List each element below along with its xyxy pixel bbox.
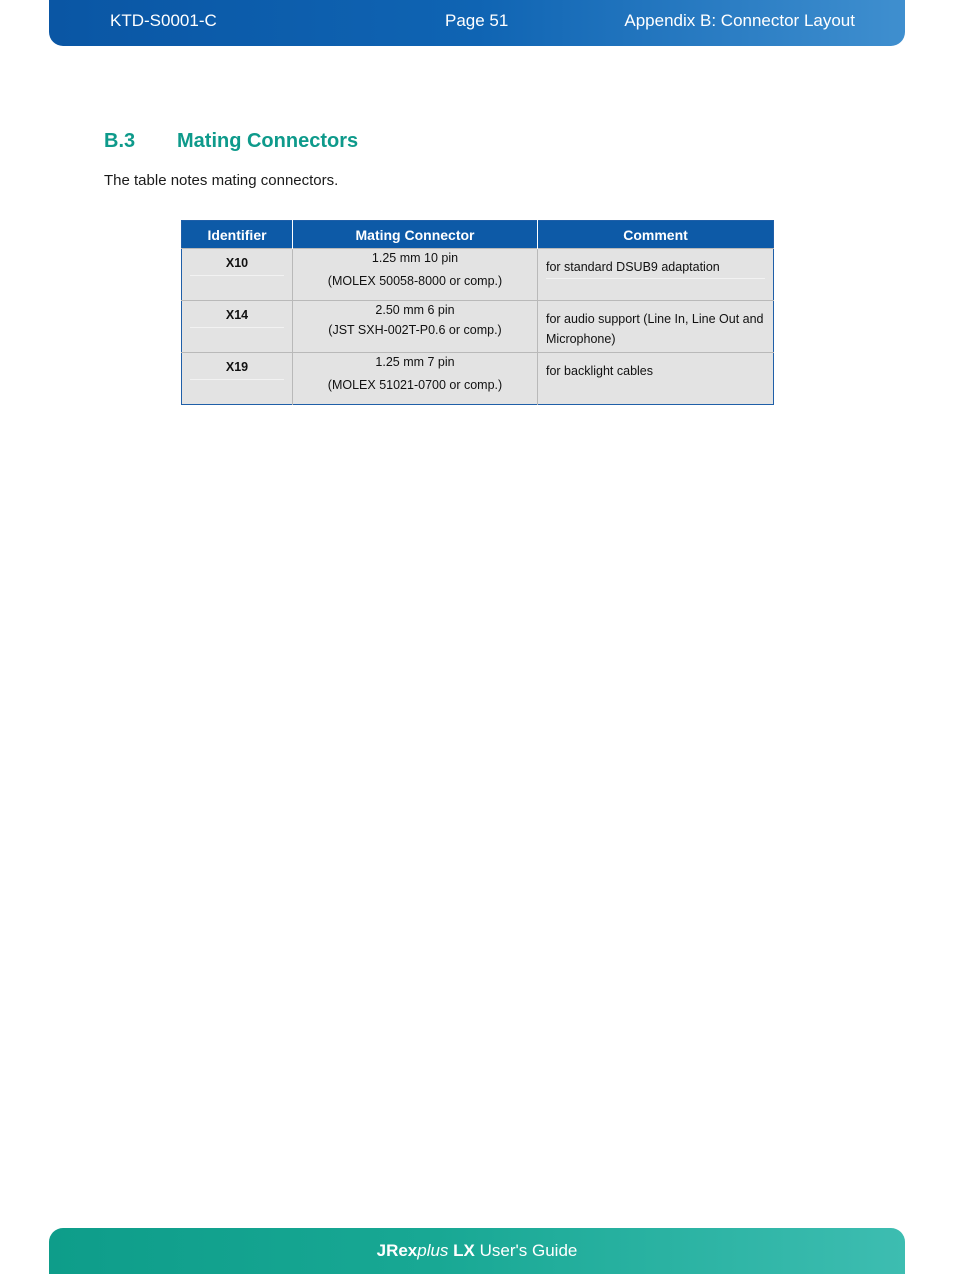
column-header-comment: Comment [538, 221, 774, 249]
guide-title [49, 1241, 905, 1261]
page-footer [49, 1228, 905, 1274]
cell-divider [190, 379, 284, 380]
cell-divider [546, 278, 765, 279]
connector-part: (JST SXH-002T-P0.6 or comp.) [328, 323, 502, 337]
intro-paragraph: The table notes mating connectors. [104, 172, 339, 189]
comment-cell [538, 301, 774, 353]
header-section-title: Appendix B: Connector Layout [624, 11, 855, 30]
column-header-mating-connector: Mating Connector [293, 221, 538, 249]
identifier-cell [182, 249, 293, 301]
section-title: Mating Connectors [177, 130, 359, 152]
cell-divider [190, 275, 284, 276]
table-row [182, 249, 774, 301]
table-row [182, 301, 774, 353]
document-id: KTD-S0001-C [110, 11, 217, 30]
identifier: X19 [225, 360, 249, 374]
connector-cell [293, 249, 538, 301]
comment-text: for backlight cables [546, 364, 654, 378]
connector-part: (MOLEX 50058-8000 or comp.) [327, 274, 503, 288]
product-model: LX [453, 1241, 475, 1260]
product-variant: plus [417, 1241, 449, 1260]
mating-connectors-table [181, 220, 774, 405]
table-row [182, 353, 774, 405]
connector-cell [293, 353, 538, 405]
comment-text: for audio support (Line In, Line Out and Microphone) [546, 312, 764, 346]
comment-cell [538, 353, 774, 405]
connector-part: (MOLEX 51021-0700 or comp.) [327, 378, 503, 392]
connector-spec: 2.50 mm 6 pin [375, 303, 455, 317]
identifier-cell [182, 353, 293, 405]
identifier-cell [182, 301, 293, 353]
comment-cell [538, 249, 774, 301]
product-name: JRex [376, 1241, 418, 1260]
connector-spec: 1.25 mm 7 pin [375, 355, 455, 369]
comment-text: for standard DSUB9 adaptation [546, 260, 720, 274]
connector-spec: 1.25 mm 10 pin [371, 251, 459, 265]
connector-cell [293, 301, 538, 353]
identifier: X10 [225, 256, 249, 270]
guide-label: User's Guide [479, 1241, 578, 1260]
table-header-row [182, 221, 774, 249]
page-number: Page 51 [445, 11, 509, 30]
column-header-identifier: Identifier [182, 221, 293, 249]
identifier: X14 [225, 308, 249, 322]
cell-divider [190, 327, 284, 328]
section-number: B.3 [104, 130, 136, 152]
page-header [49, 0, 905, 46]
